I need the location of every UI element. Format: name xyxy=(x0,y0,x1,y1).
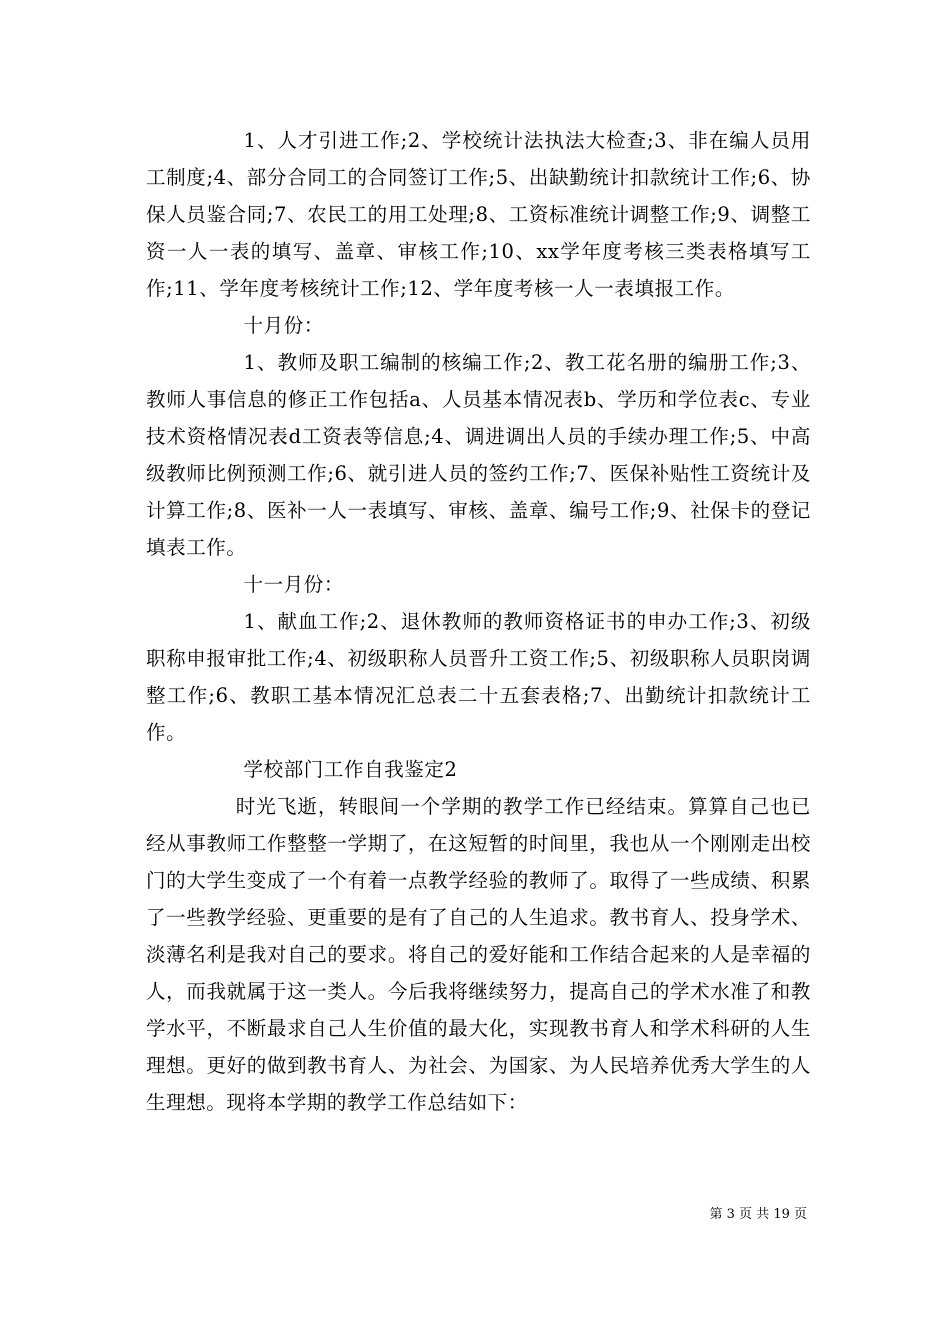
page-number-footer: 第 3 页 共 19 页 xyxy=(709,1207,807,1222)
paragraph-self-evaluation: 时光飞逝，转眼间一个学期的教学工作已经结束。算算自己也已经从事教师工作整整一学期了，在这短暂的时间里，我也从一个刚刚走出校门的大学生变成了一个有着一点教学经验的教师了。取得了一些成绩、积累了一些教学经验、更重要的是有了自己的人生追求。教书育人、投身学术、淡薄名利是我对自己的要求。将自己的爱好能和工作结合起来的人是幸福的人，而我就属于这一类人。今后我将继续努力，提高自己的学术水准了和教学水平，不断最求自己人生价值的最大化，实现教书育人和学术科研的人生理想。更好的做到教书育人、为社会、为国家、为人民培养优秀大学生的人生理想。现将本学期的教学工作总结如下： xyxy=(146,795,811,1114)
document-body xyxy=(146,122,811,1121)
paragraph-september-tasks: 1、人才引进工作;2、学校统计法执法大检查;3、非在编人员用工制度;4、部分合同工的合同签订工作;5、出缺勤统计扣款统计工作;6、协保人员鉴合同;7、农民工的用工处理;8、工资标准统计调整工作;9、调整工资一人一表的填写、盖章、审核工作;10、xx学年度考核三类表格填写工作;11、学年度考核统计工作;12、学年度考核一人一表填报工作。 xyxy=(146,129,811,300)
month-heading-november: 十一月份： xyxy=(243,573,345,596)
month-heading-october: 十月份： xyxy=(243,314,324,337)
section-title: 学校部门工作自我鉴定2 xyxy=(243,758,458,781)
paragraph-november-tasks: 1、献血工作;2、退休教师的教师资格证书的申办工作;3、初级职称申报审批工作;4、初级职称人员晋升工资工作;5、初级职称人员职岗调整工作;6、教职工基本情况汇总表二十五套表格;7、出勤统计扣款统计工作。 xyxy=(146,610,811,744)
paragraph-october-tasks: 1、教师及职工编制的核编工作;2、教工花名册的编册工作;3、教师人事信息的修正工作包括a、人员基本情况表b、学历和学位表c、专业技术资格情况表d工资表等信息;4、调进调出人员的手续办理工作;5、中高级教师比例预测工作;6、就引进人员的签约工作;7、医保补贴性工资统计及计算工作;8、医补一人一表填写、审核、盖章、编号工作;9、社保卡的登记填表工作。 xyxy=(146,351,811,559)
